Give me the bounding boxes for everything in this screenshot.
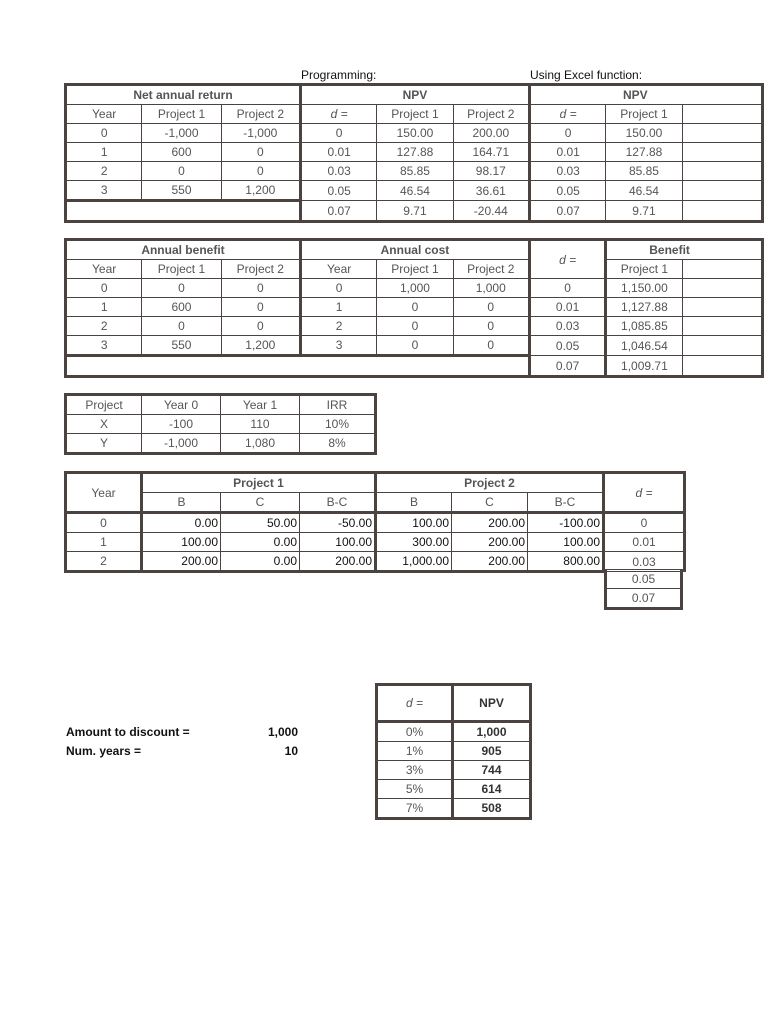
project-2-header: Project 2 <box>376 473 604 493</box>
num-years-value[interactable]: 10 <box>284 744 298 758</box>
excel-function-label: Using Excel function: <box>530 68 643 82</box>
table-row: 0 0 0 0 1,000 1,000 0 1,150.00 <box>66 279 763 298</box>
col-project: Project <box>66 395 142 415</box>
col-project-1: Project 1 <box>142 260 221 279</box>
table-row: X -100 110 10% <box>66 415 376 434</box>
col-excel-project-1: Project 1 <box>606 105 682 124</box>
col-cost-year: Year <box>300 260 376 279</box>
amount-to-discount-value[interactable]: 1,000 <box>267 725 298 739</box>
table-row: 3 550 1,200 0.05 46.54 36.61 0.05 46.54 <box>66 181 763 201</box>
table-row: 3 550 1,200 3 0 0 0.05 1,046.54 <box>66 336 763 356</box>
npv-excel-header: NPV <box>529 85 762 105</box>
net-annual-return-header: Net annual return <box>66 85 301 105</box>
table-row: 2 0 0 0.03 85.85 98.17 0.03 85.85 <box>66 162 763 181</box>
col-excel-d: d = <box>529 105 605 124</box>
amount-to-discount-label: Amount to discount = <box>66 725 190 739</box>
table-row: 1 600 0 0.01 127.88 164.71 0.01 127.88 <box>66 143 763 162</box>
project-1-header: Project 1 <box>142 473 376 493</box>
discount-npv-table <box>375 683 532 820</box>
irr-table <box>64 393 377 455</box>
programming-label: Programming: <box>301 68 377 82</box>
table-row: Y -1,000 1,080 8% <box>66 434 376 454</box>
extra-d-cells <box>604 569 683 610</box>
col-npv-project-1: Project 1 <box>377 105 453 124</box>
col-c-project-1: C <box>221 493 300 513</box>
col-b-project-2: B <box>376 493 452 513</box>
benefit-minus-cost-table <box>64 471 686 573</box>
annual-cost-header: Annual cost <box>300 240 529 260</box>
table-row: 1% 905 <box>377 742 531 761</box>
table-row: 0 0.00 50.00 -50.00 100.00 200.00 -100.00 0 <box>66 513 685 533</box>
col-year-1: Year 1 <box>221 395 300 415</box>
table-row: 5% 614 <box>377 780 531 799</box>
col-irr: IRR <box>300 395 376 415</box>
col-c-project-2: C <box>452 493 528 513</box>
col-project-1: Project 1 <box>142 105 221 124</box>
d-header: d = <box>604 473 685 513</box>
col-year: Year <box>66 105 142 124</box>
table-row: 0.07 9.71 -20.44 0.07 9.71 <box>66 201 763 222</box>
npv-table <box>64 83 764 223</box>
table-row: 1 100.00 0.00 100.00 300.00 200.00 100.00 0.01 <box>66 533 685 552</box>
table-row: 2 200.00 0.00 200.00 1,000.00 200.00 800.00 0.03 <box>66 552 685 572</box>
npv-programming-header: NPV <box>300 85 529 105</box>
table-row: 0.05 <box>606 570 682 589</box>
col-year: Year <box>66 260 142 279</box>
d-header: d = <box>529 240 605 279</box>
year-header: Year <box>66 473 142 513</box>
npv-table-container <box>64 83 682 221</box>
annual-benefit-header: Annual benefit <box>66 240 301 260</box>
table-row: 0% 1,000 <box>377 722 531 742</box>
num-years-label: Num. years = <box>66 744 142 758</box>
table-row: 7% 508 <box>377 799 531 819</box>
benefit-cost-table <box>64 238 764 378</box>
col-b-project-1: B <box>142 493 221 513</box>
col-project-2: Project 2 <box>221 105 300 124</box>
npv-header: NPV <box>453 685 531 722</box>
col-year-0: Year 0 <box>142 395 221 415</box>
benefit-cost-table-container <box>64 238 690 376</box>
col-d: d = <box>300 105 376 124</box>
col-npv-project-2: Project 2 <box>453 105 529 124</box>
table-row: 0 -1,000 -1,000 0 150.00 200.00 0 150.00 <box>66 124 763 143</box>
table-row: 3% 744 <box>377 761 531 780</box>
d-header: d = <box>377 685 453 722</box>
col-benefit-project-1: Project 1 <box>606 260 682 279</box>
benefit-npv-header: Benefit <box>606 240 763 260</box>
table-row: 0.07 <box>606 589 682 609</box>
col-cost-project-2: Project 2 <box>453 260 529 279</box>
table-row: 2 0 0 2 0 0 0.03 1,085.85 <box>66 317 763 336</box>
table-row: 1 600 0 1 0 0 0.01 1,127.88 <box>66 298 763 317</box>
table-row: 0.07 1,009.71 <box>66 356 763 377</box>
col-bc-project-1: B-C <box>300 493 376 513</box>
col-bc-project-2: B-C <box>528 493 604 513</box>
col-project-2: Project 2 <box>221 260 300 279</box>
col-cost-project-1: Project 1 <box>377 260 453 279</box>
